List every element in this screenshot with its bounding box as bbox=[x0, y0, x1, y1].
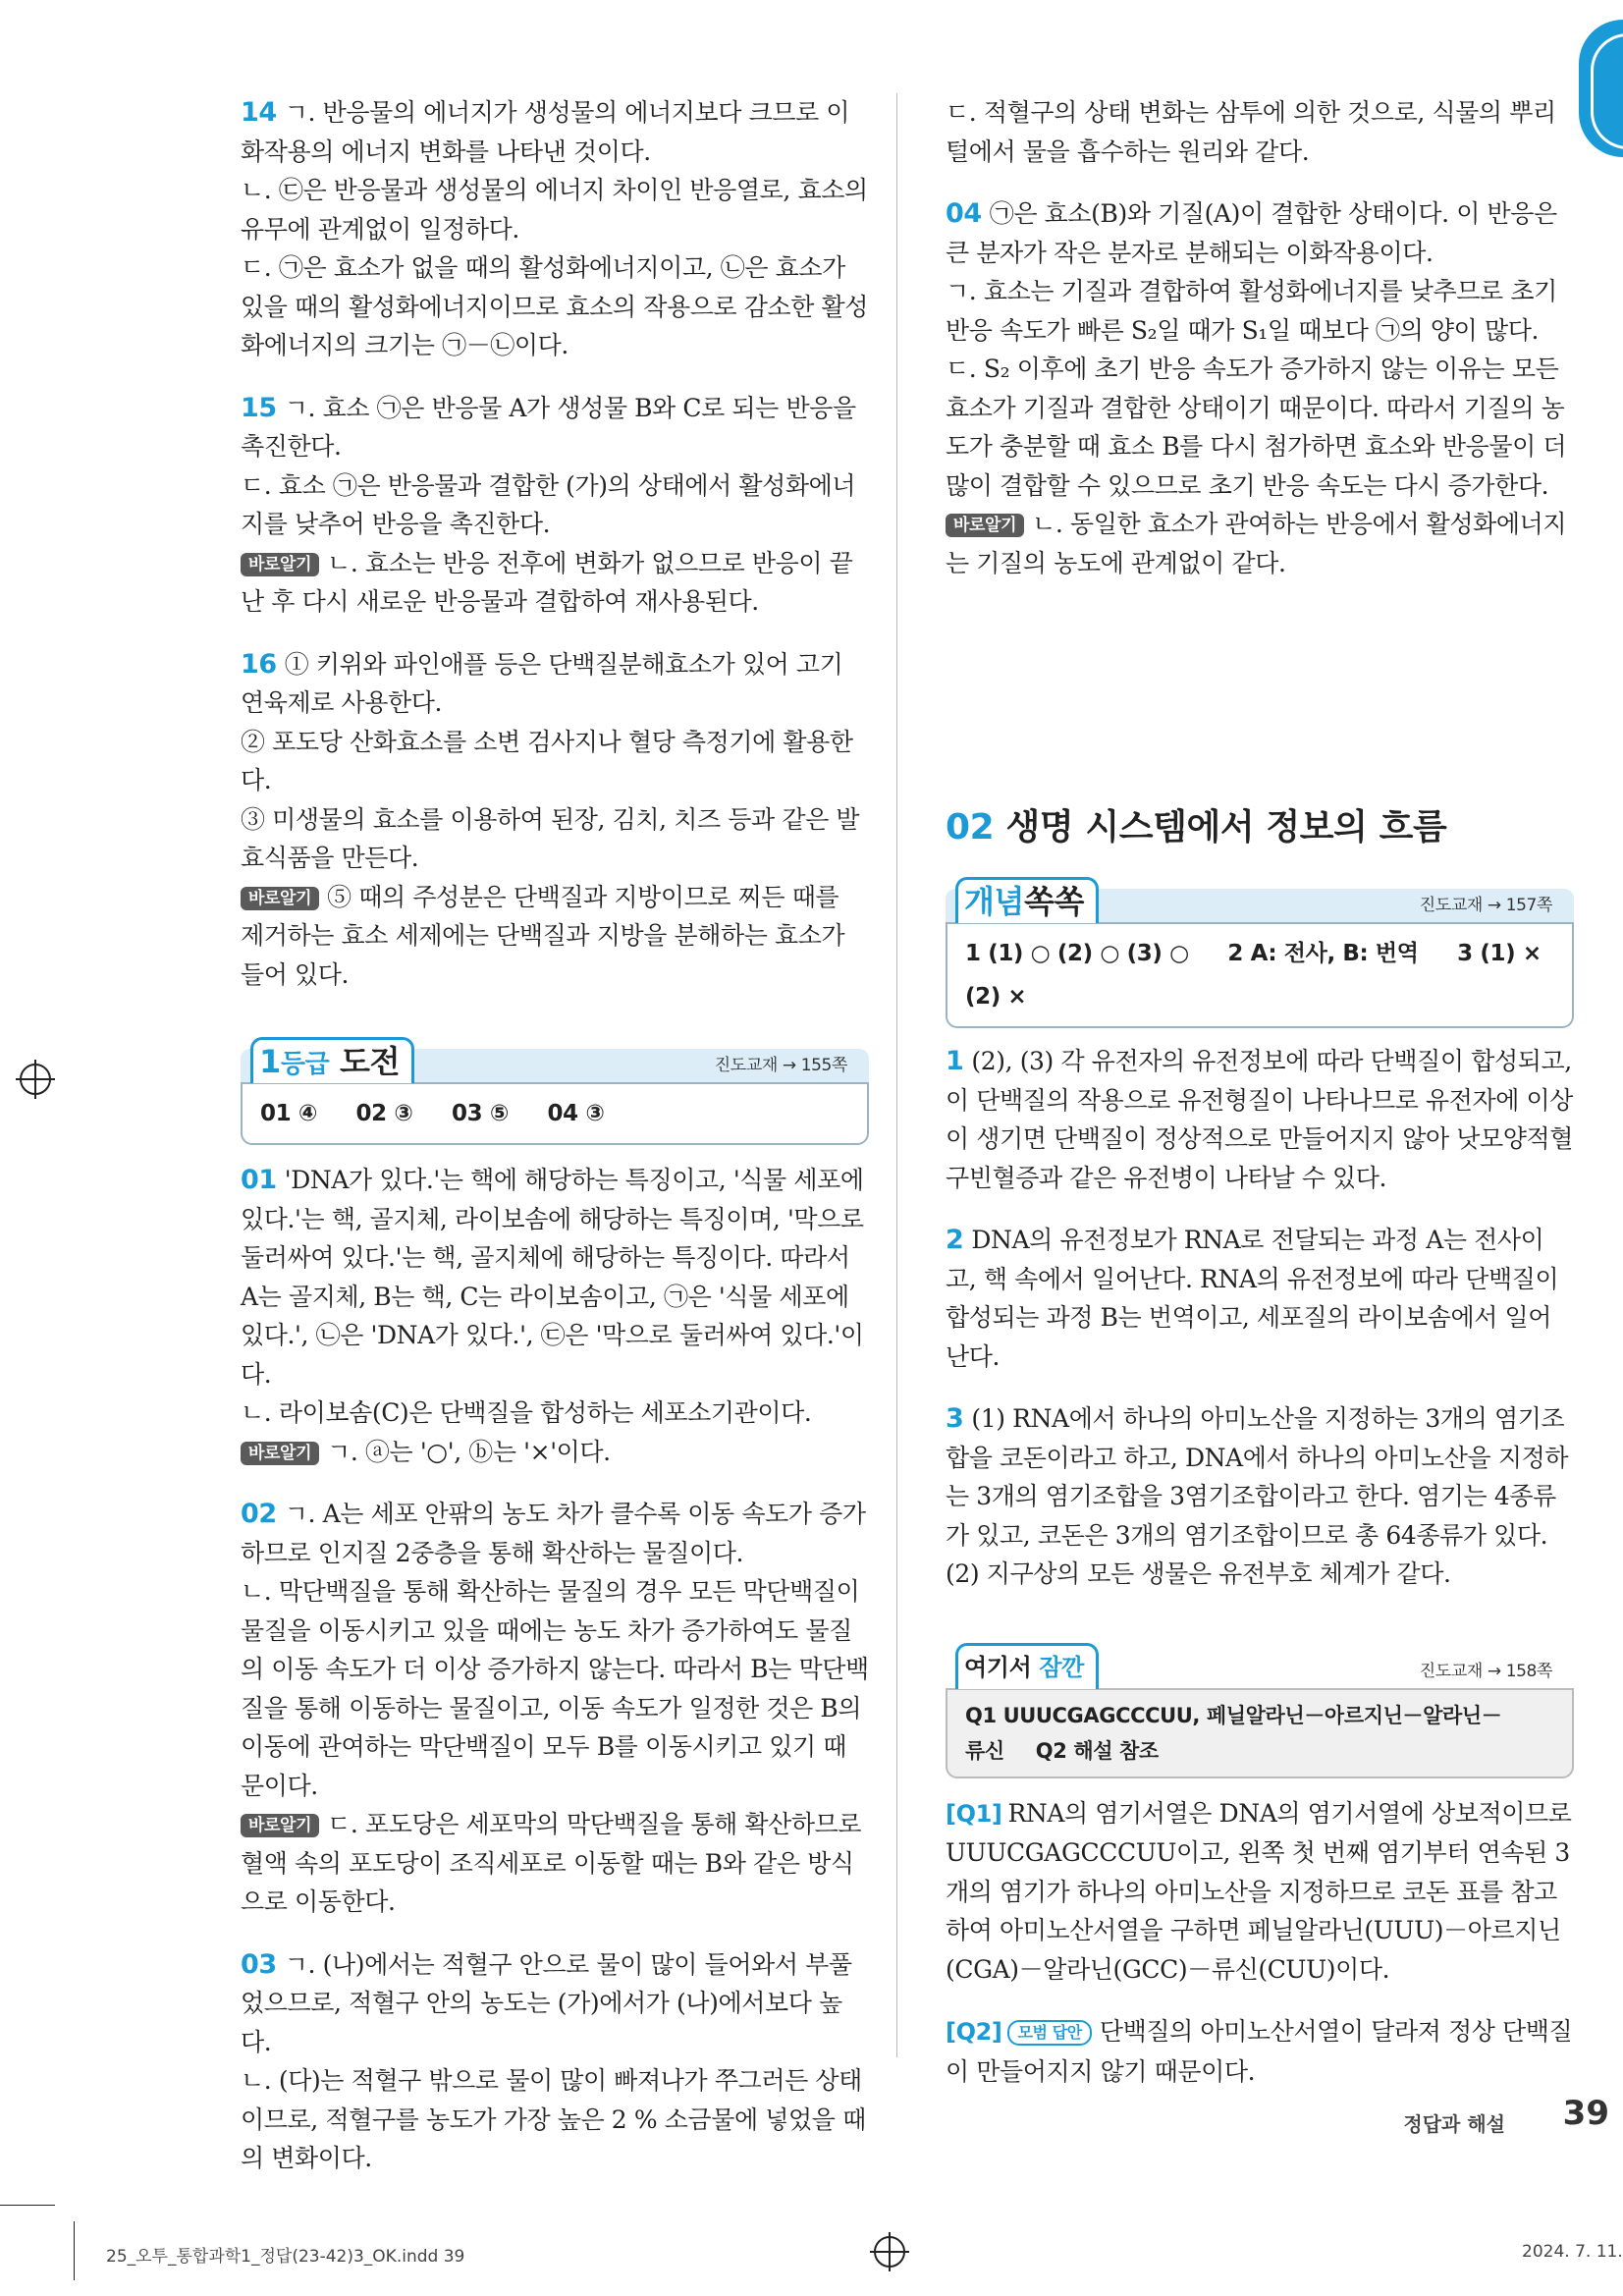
concept-3 bbox=[946, 1399, 1574, 1594]
here-answers bbox=[946, 1688, 1574, 1778]
concept-section bbox=[946, 867, 1574, 1028]
answer-01-p1: 01 'DNA가 있다.'는 핵에 해당하는 특징이고, '식물 세포에 있다.'는 핵, 골지체, 라이보솜에 해당하는 특징이며, '막으로 둘러싸여 있다.'는 핵, 골지체에 해당하는 특징이다. 따라서 A는 골지체, B는 핵, C는 라이보솜이고, ㉠은 '식물 세포에 있다.', ㉡은 'DNA가 있다.', ㉢은 '막으로 둘러싸여 있다.'이다. bbox=[241, 1165, 864, 1389]
here-header bbox=[946, 1633, 1574, 1688]
file-info: 25_오투_통합과학1_정답(23-42)3_OK.indd 39 bbox=[106, 2247, 465, 2267]
answer-number: 15 bbox=[241, 392, 277, 423]
grade-challenge-title: 1등급 도전 bbox=[250, 1037, 414, 1083]
answer-16 bbox=[241, 645, 869, 995]
grade-challenge-section bbox=[241, 1027, 869, 1145]
concept-title: 개념쏙쏙 bbox=[955, 877, 1099, 923]
answer-q1 bbox=[946, 1794, 1574, 1990]
answer-16-p2: ② 포도당 산화효소를 소변 검사지나 혈당 측정기에 활용한다. bbox=[241, 727, 853, 794]
registration-mark-bottom bbox=[874, 2236, 905, 2268]
correction-badge: 바로알기 bbox=[241, 1814, 319, 1837]
concept-2-p1: 2 DNA의 유전정보가 RNA로 전달되는 과정 A는 전사이고, 핵 속에서 일어난다. RNA의 유전정보에 따라 단백질이 합성되는 과정 B는 번역이고, 세포질의 라이보솜에서 일어난다. bbox=[946, 1225, 1559, 1371]
page-number: 39 bbox=[1562, 2094, 1609, 2133]
here-answer-line1: Q1 UUUCGAGCCCUU, 페닐알라닌－아르지닌－알라닌－ bbox=[965, 1703, 1502, 1727]
answer-item: 04 ③ bbox=[547, 1101, 605, 1126]
here-answer-line2: 류신 Q2 해설 참조 bbox=[965, 1738, 1159, 1763]
answer-01-p3: 바로알기 ㄱ. ⓐ는 '○', ⓑ는 '×'이다. bbox=[241, 1433, 869, 1472]
crop-mark-v bbox=[74, 2221, 75, 2280]
answer-item: 1 (1) ○ (2) ○ (3) ○ bbox=[965, 941, 1189, 966]
answer-04-p4: 바로알기 ㄴ. 동일한 효소가 관여하는 반응에서 활성화에너지는 기질의 농도에 관계없이 같다. bbox=[946, 510, 1567, 577]
textbook-reference: 진도교재 → 157쪽 bbox=[1419, 896, 1552, 915]
answer-01-p2: ㄴ. 라이보솜(C)은 단백질을 합성하는 세포소기관이다. bbox=[241, 1398, 812, 1427]
answer-number: 01 bbox=[241, 1165, 277, 1195]
answer-04-p2: ㄱ. 효소는 기질과 결합하여 활성화에너지를 낮추므로 초기 반응 속도가 빠른 S₂일 때가 S₁일 때보다 ㉠의 양이 많다. bbox=[946, 277, 1557, 345]
concept-2 bbox=[946, 1221, 1574, 1376]
concept-3-p1: 3 (1) RNA에서 하나의 아미노산을 지정하는 3개의 염기조합을 코돈이라고 하고, DNA에서 하나의 아미노산을 지정하는 3개의 염기조합을 3염기조합이라고 한다. 염기는 4종류가 있고, 코돈은 3개의 염기조합이므로 총 64종류가 있다. bbox=[946, 1403, 1569, 1550]
textbook-reference: 진도교재 → 158쪽 bbox=[1419, 1661, 1552, 1681]
answer-14-p2: ㄴ. ㉢은 반응물과 생성물의 에너지 차이인 반응열로, 효소의 유무에 관계없이 일정하다. bbox=[241, 176, 868, 244]
answer-item: 02 ③ bbox=[355, 1101, 413, 1126]
answer-02-p2: ㄴ. 막단백질을 통해 확산하는 물질의 경우 모든 막단백질이 물질을 이동시키고 있을 때에는 농도 차가 증가하여도 물질의 이동 속도가 더 이상 증가하지 않는다. 따라서 B는 막단백질을 통해 이동하는 물질이고, 이동 속도가 일정한 것은 B의 이동에 관여하는 막단백질이 모두 B를 이동시키고 있기 때문이다. bbox=[241, 1577, 869, 1800]
answer-15-p1: 15 ㄱ. 효소 ㉠은 반응물 A가 생성물 B와 C로 되는 반응을 촉진한다. bbox=[241, 392, 856, 461]
grade-challenge-answers bbox=[241, 1082, 869, 1145]
here-title: 여기서 잠깐 bbox=[955, 1643, 1099, 1689]
crop-mark-h bbox=[0, 2205, 55, 2206]
answer-03-p3: ㄷ. 적혈구의 상태 변화는 삼투에 의한 것으로, 식물의 뿌리털에서 물을 흡수하는 원리와 같다. bbox=[946, 98, 1556, 166]
right-column bbox=[946, 93, 1574, 2114]
answer-04-p3: ㄷ. S₂ 이후에 초기 반응 속도가 증가하지 않는 이유는 모든 효소가 기질과 결합한 상태이기 때문이다. 따라서 기질의 농도가 충분할 때 효소 B를 다시 첨가하면 효소와 반응물이 더 많이 결합할 수 있으므로 초기 반응 속도는 다시 증가한다. bbox=[946, 355, 1567, 500]
answer-q2-p1: [Q2] 모범 답안 단백질의 아미노산서열이 달라져 정상 단백질이 만들어지지 않기 때문이다. bbox=[946, 2017, 1573, 2086]
correction-badge: 바로알기 bbox=[946, 514, 1024, 537]
chapter-tab-outline bbox=[1591, 33, 1623, 149]
concept-1 bbox=[946, 1042, 1574, 1197]
answer-15 bbox=[241, 389, 869, 622]
question-label: [Q2] bbox=[946, 2018, 1002, 2046]
answer-item: 03 ⑤ bbox=[452, 1101, 509, 1126]
chapter-heading bbox=[946, 798, 1574, 857]
answer-03 bbox=[241, 1945, 869, 2178]
textbook-reference: 진도교재 → 155쪽 bbox=[714, 1056, 847, 1075]
answer-16-p3: ③ 미생물의 효소를 이용하여 된장, 김치, 치즈 등과 같은 발효식품을 만든다. bbox=[241, 804, 860, 872]
answer-01 bbox=[241, 1161, 869, 1471]
answer-number: 2 bbox=[946, 1225, 964, 1255]
chapter-title: 생명 시스템에서 정보의 흐름 bbox=[1005, 807, 1447, 847]
answer-q1-p1: [Q1] RNA의 염기서열은 DNA의 염기서열에 상보적이므로 UUUCGAGCCCUU이고, 왼쪽 첫 번째 염기부터 연속된 3개의 염기가 하나의 아미노산을 지정하므로 코돈 표를 참고하여 아미노산서열을 구하면 페닐알라닌(UUU)－아르지닌(CGA)－알라닌(GCC)－류신(CUU)이다. bbox=[946, 1798, 1572, 1984]
column-divider bbox=[896, 93, 897, 2057]
answer-03-p1: 03 ㄱ. (나)에서는 적혈구 안으로 물이 많이 들어와서 부풀었으므로, 적혈구 안의 농도는 (가)에서가 (나)에서보다 높다. bbox=[241, 1948, 852, 2056]
chapter-number: 02 bbox=[946, 807, 995, 847]
correction-badge: 바로알기 bbox=[241, 887, 319, 910]
left-column bbox=[241, 93, 869, 2202]
concept-3-p2: (2) 지구상의 모든 생물은 유전부호 체계가 같다. bbox=[946, 1559, 1451, 1588]
answer-03-p2: ㄴ. (다)는 적혈구 밖으로 물이 많이 빠져나가 쭈그러든 상태이므로, 적혈구를 농도가 가장 높은 2 % 소금물에 넣었을 때의 변화이다. bbox=[241, 2066, 866, 2172]
answer-02-p1: 02 ㄱ. A는 세포 안팎의 농도 차가 클수록 이동 속도가 증가하므로 인지질 2중층을 통해 확산하는 물질이다. bbox=[241, 1499, 866, 1567]
answer-number: 1 bbox=[946, 1046, 964, 1076]
answer-number: 03 bbox=[241, 1948, 277, 1980]
answer-16-p4: 바로알기 ⑤ 때의 주성분은 단백질과 지방이므로 찌든 때를 제거하는 효소 세제에는 단백질과 지방을 분해하는 효소가 들어 있다. bbox=[241, 882, 845, 989]
answer-number: 3 bbox=[946, 1403, 964, 1434]
answer-02-p3: 바로알기 ㄷ. 포도당은 세포막의 막단백질을 통해 확산하므로 혈액 속의 포도당이 조직세포로 이동할 때는 B와 같은 방식으로 이동한다. bbox=[241, 1810, 862, 1916]
correction-badge: 바로알기 bbox=[241, 1442, 319, 1465]
answer-04-p1: 04 ㉠은 효소(B)와 기질(A)이 결합한 상태이다. 이 반응은 큰 분자가 작은 분자로 분해되는 이화작용이다. bbox=[946, 198, 1557, 267]
footer-label: 정답과 해설 bbox=[1403, 2112, 1505, 2136]
answer-04 bbox=[946, 194, 1574, 582]
answer-number: 14 bbox=[241, 97, 277, 128]
question-label: [Q1] bbox=[946, 1799, 1002, 1828]
answer-item: 2 A: 전사, B: 번역 bbox=[1227, 941, 1419, 966]
answer-14 bbox=[241, 93, 869, 365]
concept-answers bbox=[946, 922, 1574, 1028]
answer-02 bbox=[241, 1495, 869, 1922]
answer-16-p1: 16 ① 키위와 파인애플 등은 단백질분해효소가 있어 고기 연육제로 사용한다. bbox=[241, 648, 843, 717]
answer-15-p2: ㄷ. 효소 ㉠은 반응물과 결합한 (가)의 상태에서 활성화에너지를 낮추어 반응을 촉진한다. bbox=[241, 470, 856, 538]
answer-q2 bbox=[946, 2012, 1574, 2091]
correction-badge: 바로알기 bbox=[241, 553, 319, 576]
answer-03-continued bbox=[946, 93, 1574, 171]
answer-15-p3: 바로알기 ㄴ. 효소는 반응 전후에 변화가 없으므로 반응이 끝난 후 다시 새로운 반응물과 결합하여 재사용된다. bbox=[241, 548, 853, 616]
grade-challenge-header bbox=[241, 1027, 869, 1082]
answer-number: 16 bbox=[241, 648, 277, 680]
answer-number: 02 bbox=[241, 1499, 277, 1529]
model-answer-badge: 모범 답안 bbox=[1007, 2020, 1091, 2046]
answer-item: 3 (1) × (2) × bbox=[965, 941, 1542, 1010]
answer-number: 04 bbox=[946, 198, 982, 229]
concept-1-p1: 1 (2), (3) 각 유전자의 유전정보에 따라 단백질이 합성되고, 이 단백질의 작용으로 유전형질이 나타나므로 유전자에 이상이 생기면 단백질이 정상적으로 만들어지지 않아 낫모양적혈구빈혈증과 같은 유전병이 나타날 수 있다. bbox=[946, 1046, 1574, 1192]
answer-14-p1: 14 ㄱ. 반응물의 에너지가 생성물의 에너지보다 크므로 이화작용의 에너지 변화를 나타낸 것이다. bbox=[241, 97, 850, 166]
answer-14-p3: ㄷ. ㉠은 효소가 없을 때의 활성화에너지이고, ㉡은 효소가 있을 때의 활성화에너지이므로 효소의 작용으로 감소한 활성화에너지의 크기는 ㉠－㉡이다. bbox=[241, 253, 869, 359]
answer-item: 01 ④ bbox=[260, 1101, 317, 1126]
registration-mark-left bbox=[20, 1064, 51, 1095]
here-section bbox=[946, 1633, 1574, 1778]
concept-header bbox=[946, 867, 1574, 922]
file-date: 2024. 7. 11. bbox=[1522, 2242, 1623, 2262]
